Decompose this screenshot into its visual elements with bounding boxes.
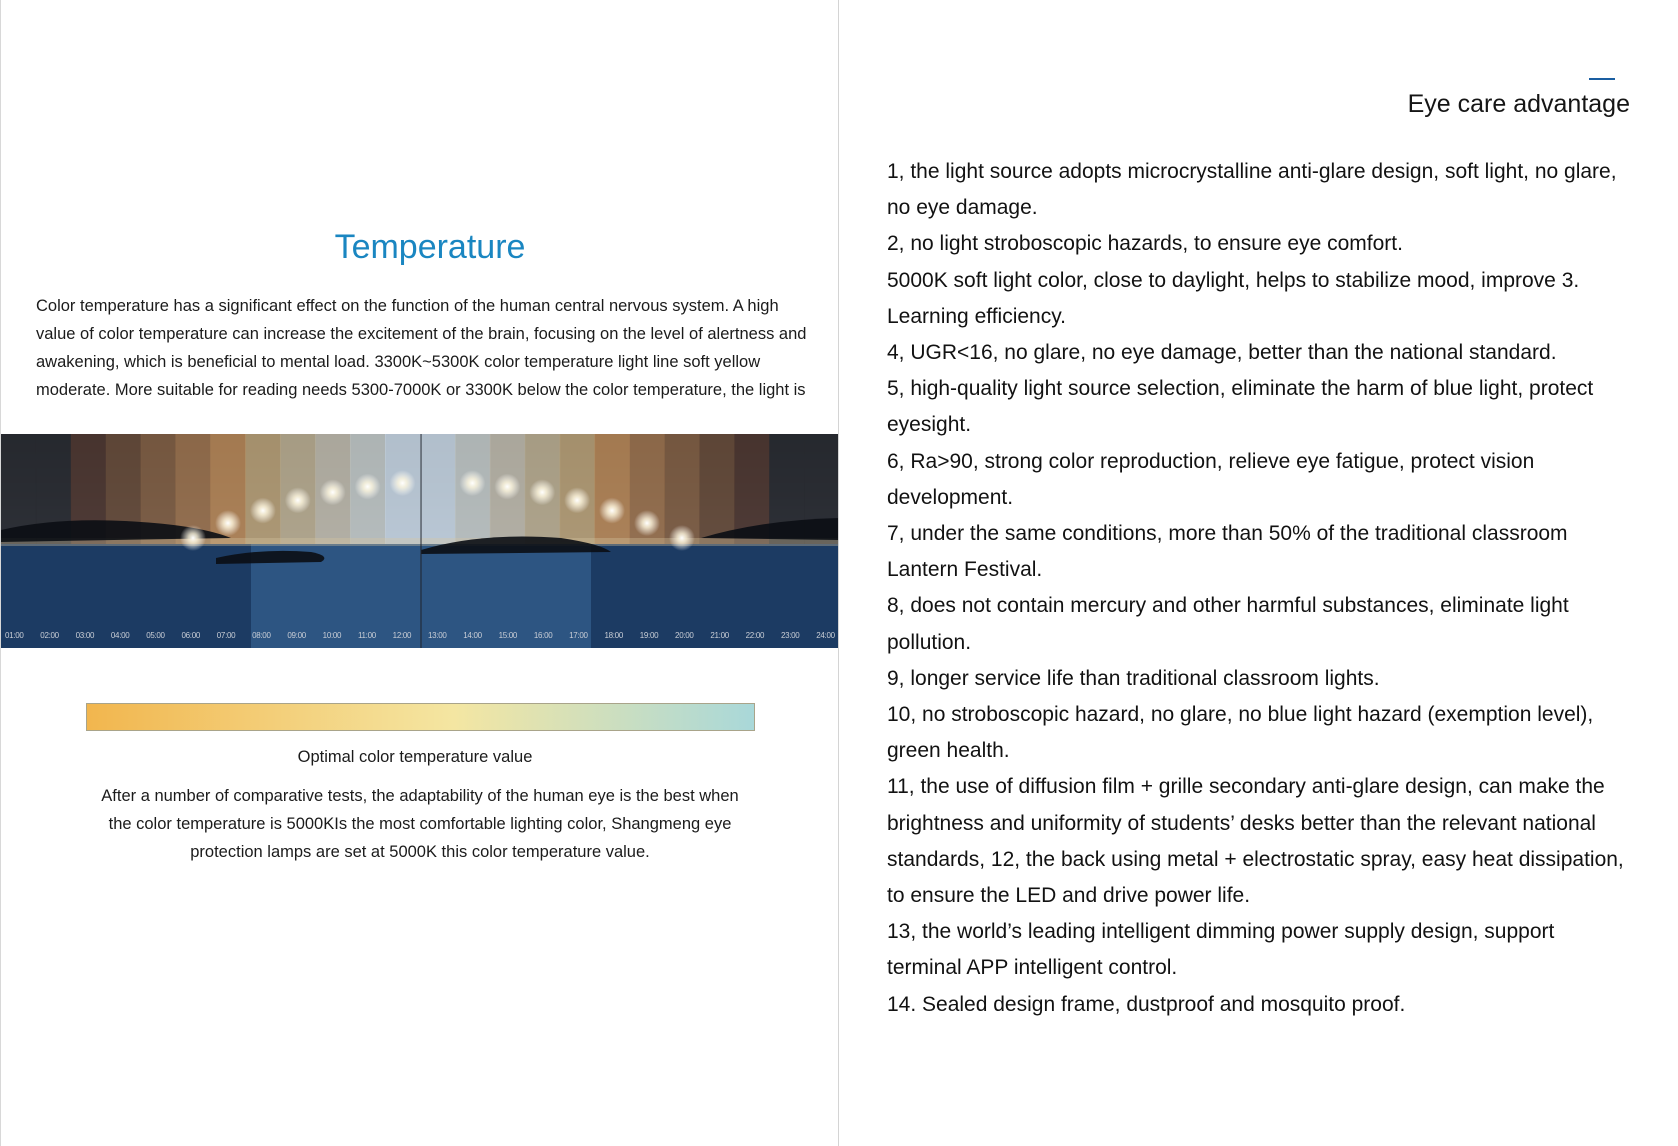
time-label: 05:00	[146, 631, 165, 640]
time-label: 16:00	[533, 631, 553, 640]
sun-glow	[355, 474, 381, 500]
sun-glow	[250, 498, 276, 524]
advantage-item: 5, high-quality light source selection, eliminate the harm of blue light, protect eyesight.	[887, 377, 1594, 437]
advantage-item: 6, Ra>90, strong color reproduction, relieve eye fatigue, protect vision development.	[887, 449, 1535, 509]
sun-glow	[215, 510, 241, 536]
time-label: 01:00	[5, 631, 24, 640]
time-labels	[1, 631, 839, 640]
color-temperature-photo	[1, 434, 839, 648]
time-label: 09:00	[287, 631, 306, 640]
advantage-item: 2, no light stroboscopic hazards, to ensure eye comfort.	[887, 232, 1403, 256]
sky-band	[420, 434, 455, 544]
sky-band	[245, 434, 280, 544]
time-label: 12:00	[392, 631, 412, 640]
time-label: 06:00	[181, 631, 201, 640]
time-label: 11:00	[357, 631, 376, 640]
time-label: 24:00	[816, 631, 835, 640]
sky-band	[699, 434, 734, 544]
time-label: 08:00	[252, 631, 271, 640]
time-label: 07:00	[216, 631, 236, 640]
time-label: 03:00	[75, 631, 95, 640]
advantage-item: 13, the world’s leading intelligent dimming power supply design, support terminal APP intelligent control.	[887, 920, 1555, 980]
advantage-item: 11, the use of diffusion film + grille secondary anti-glare design, can make the brightness and uniformity of students’ desks better than the relevant national standards, 12, the back using metal + electrostatic spray, easy heat dissipation, to ensure the LED and drive power life.	[887, 775, 1624, 908]
sky-band	[595, 434, 630, 544]
time-label: 21:00	[710, 631, 729, 640]
advantage-item: 4, UGR<16, no glare, no eye damage, better than the national standard.	[887, 341, 1557, 365]
sun-glow	[459, 470, 485, 496]
time-label: 04:00	[110, 631, 130, 640]
optimal-temperature-caption: Optimal color temperature value	[297, 748, 533, 766]
title-accent-dash	[1589, 78, 1615, 80]
time-label: 22:00	[745, 631, 765, 640]
sun-glow	[180, 525, 206, 551]
sun-glow	[599, 498, 625, 524]
time-label: 10:00	[322, 631, 342, 640]
advantage-item: 14. Sealed design frame, dustproof and mosquito proof.	[887, 992, 1406, 1016]
sun-glow	[564, 487, 590, 513]
time-label: 15:00	[498, 631, 518, 640]
sun-glow	[669, 525, 695, 551]
advantage-item: 10, no stroboscopic hazard, no glare, no blue light hazard (exemption level), green health.	[887, 703, 1594, 763]
time-label: 13:00	[427, 631, 447, 640]
advantage-item: 7, under the same conditions, more than 50% of the traditional classroom Lantern Festival.	[887, 522, 1568, 582]
sunset-sea-image	[1, 434, 839, 648]
sun-glow	[390, 470, 416, 496]
advantage-item: 1, the light source adopts microcrystalline anti-glare design, soft light, no glare, no eye damage.	[887, 160, 1617, 220]
eye-care-title: Eye care advantage	[1407, 90, 1630, 118]
time-label: 14:00	[463, 631, 482, 640]
advantage-item: 9, longer service life than traditional classroom lights.	[887, 666, 1380, 690]
sun-glow	[320, 479, 346, 505]
time-label: 02:00	[40, 631, 59, 640]
temperature-title: Temperature	[334, 228, 526, 266]
time-label: 20:00	[675, 631, 694, 640]
color-temperature-gradient-bar	[86, 703, 755, 731]
sun-glow	[634, 510, 660, 536]
temperature-intro: Color temperature has a significant effect on the function of the human central nervous system. A high value of color temperature can increase the excitement of the brain, focusing on the level of alertness and awakening, which is beneficial to mental load. 3300K~5300K color temperature light line soft yellow moderate. More suitable for reading needs 5300-7000K or 3300K below the color temperature, the light is	[36, 297, 807, 399]
optimal-temperature-description: After a number of comparative tests, the adaptability of the human eye is the best when the color temperature is 5000KIs the most comfortable lighting color, Shangmeng eye protection lamps are set at 5000K this color temperature value.	[101, 787, 739, 861]
time-label: 19:00	[639, 631, 659, 640]
time-label: 17:00	[569, 631, 588, 640]
time-label: 23:00	[780, 631, 800, 640]
time-label: 18:00	[604, 631, 623, 640]
advantage-item: 8, does not contain mercury and other harmful substances, eliminate light pollution.	[887, 594, 1569, 654]
advantage-list	[887, 154, 1632, 1023]
sun-glow	[529, 479, 555, 505]
advantage-item: 5000K soft light color, close to daylight, helps to stabilize mood, improve 3. Learning efficiency.	[887, 268, 1580, 328]
sun-glow	[285, 487, 311, 513]
sun-glow	[494, 474, 520, 500]
